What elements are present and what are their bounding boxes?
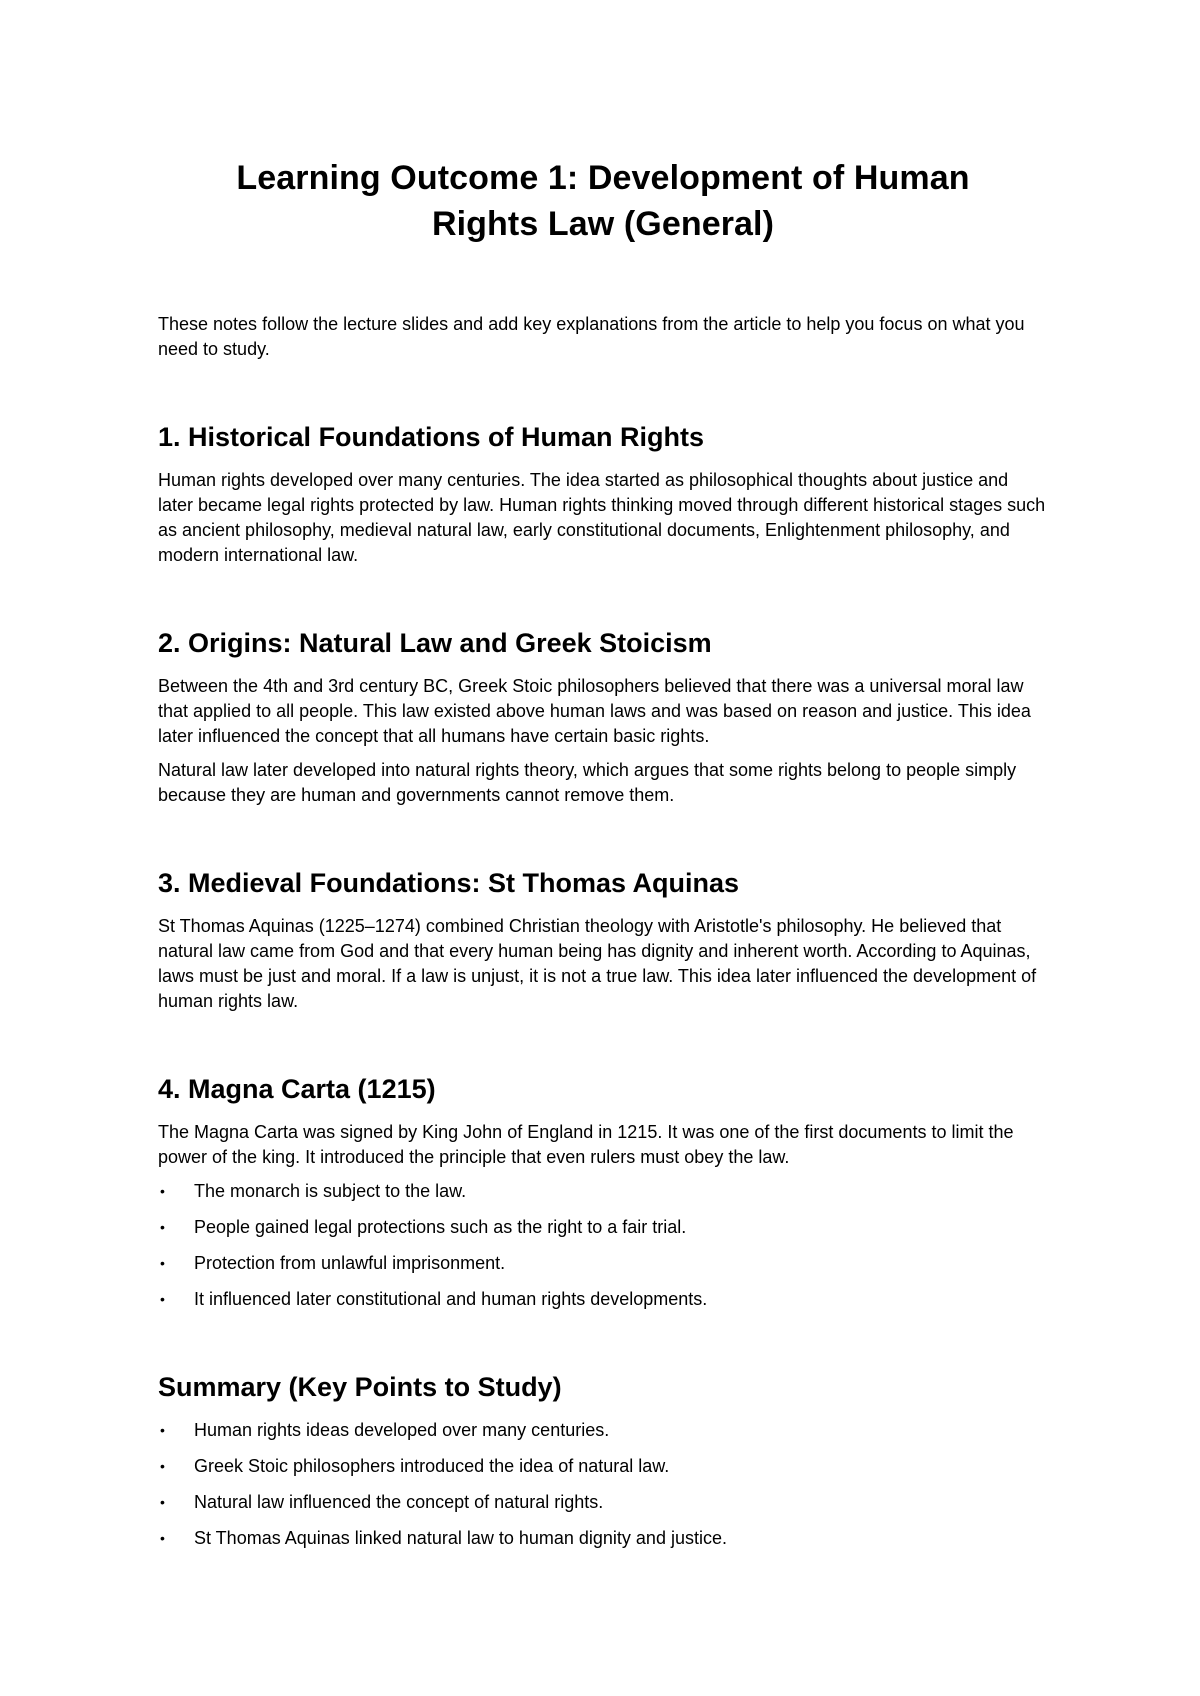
section-magna-carta bbox=[158, 1072, 1048, 1312]
list-item bbox=[158, 1287, 1048, 1312]
section-summary bbox=[158, 1370, 1048, 1551]
bullet-icon: • bbox=[160, 1219, 165, 1235]
list-item-text: People gained legal protections such as the right to a fair trial. bbox=[194, 1217, 687, 1237]
section-paragraph: St Thomas Aquinas (1225–1274) combined Christian theology with Aristotle's philosophy. He believed that natural law came from God and that every human being has dignity and inherent worth. According to Aquinas, laws must be just and moral. If a law is unjust, it is not a true law. This idea later influenced the development of human rights law. bbox=[158, 916, 1037, 1011]
bullet-icon: • bbox=[160, 1183, 165, 1199]
bullet-icon: • bbox=[160, 1494, 165, 1510]
section-heading: Summary (Key Points to Study) bbox=[158, 1372, 562, 1402]
list-item bbox=[158, 1251, 1048, 1276]
document-title-line-1: Learning Outcome 1: Development of Human bbox=[236, 159, 970, 197]
section-historical-foundations bbox=[158, 420, 1048, 568]
list-item-text: St Thomas Aquinas linked natural law to human dignity and justice. bbox=[194, 1528, 727, 1548]
list-item-text: It influenced later constitutional and human rights developments. bbox=[194, 1289, 708, 1309]
bullet-icon: • bbox=[160, 1291, 165, 1307]
list-item-text: The monarch is subject to the law. bbox=[194, 1181, 467, 1201]
section-medieval-foundations bbox=[158, 866, 1048, 1014]
bullet-list bbox=[158, 1418, 1048, 1551]
list-item bbox=[158, 1215, 1048, 1240]
list-item-text: Protection from unlawful imprisonment. bbox=[194, 1253, 506, 1273]
bullet-icon: • bbox=[160, 1255, 165, 1271]
list-item bbox=[158, 1526, 1048, 1551]
list-item-text: Natural law influenced the concept of natural rights. bbox=[194, 1492, 604, 1512]
section-paragraph: Natural law later developed into natural rights theory, which argues that some rights belong to people simply because they are human and governments cannot remove them. bbox=[158, 760, 1017, 805]
section-paragraph: Human rights developed over many centuries. The idea started as philosophical thoughts about justice and later became legal rights protected by law. Human rights thinking moved through different historical stages such as ancient philosophy, medieval natural law, early constitutional documents, Enlightenment philosophy, and modern international law. bbox=[158, 470, 1046, 565]
list-item bbox=[158, 1490, 1048, 1515]
section-paragraph: The Magna Carta was signed by King John of England in 1215. It was one of the first documents to limit the power of the king. It introduced the principle that even rulers must obey the law. bbox=[158, 1122, 1014, 1167]
intro-paragraph: These notes follow the lecture slides and add key explanations from the article to help you focus on what you need to study. bbox=[158, 314, 1025, 359]
bullet-list bbox=[158, 1179, 1048, 1312]
list-item-text: Greek Stoic philosophers introduced the idea of natural law. bbox=[194, 1456, 670, 1476]
section-paragraph: Between the 4th and 3rd century BC, Greek Stoic philosophers believed that there was a universal moral law that applied to all people. This law existed above human laws and was based on reason and justice. This idea later influenced the concept that all humans have certain basic rights. bbox=[158, 676, 1031, 746]
document-title-line-2: Rights Law (General) bbox=[431, 205, 775, 243]
list-item-text: Human rights ideas developed over many centuries. bbox=[194, 1420, 610, 1440]
bullet-icon: • bbox=[160, 1458, 165, 1474]
section-heading: 2. Origins: Natural Law and Greek Stoicism bbox=[158, 628, 712, 658]
bullet-icon: • bbox=[160, 1422, 165, 1438]
section-heading: 1. Historical Foundations of Human Rights bbox=[158, 422, 705, 452]
list-item bbox=[158, 1418, 1048, 1443]
document-content bbox=[158, 155, 1048, 1562]
section-origins-natural-law bbox=[158, 626, 1048, 808]
list-item bbox=[158, 1179, 1048, 1204]
document-title bbox=[158, 155, 1048, 247]
section-heading: 3. Medieval Foundations: St Thomas Aquinas bbox=[158, 868, 740, 898]
list-item bbox=[158, 1454, 1048, 1479]
section-heading: 4. Magna Carta (1215) bbox=[158, 1074, 436, 1104]
bullet-icon: • bbox=[160, 1530, 165, 1546]
